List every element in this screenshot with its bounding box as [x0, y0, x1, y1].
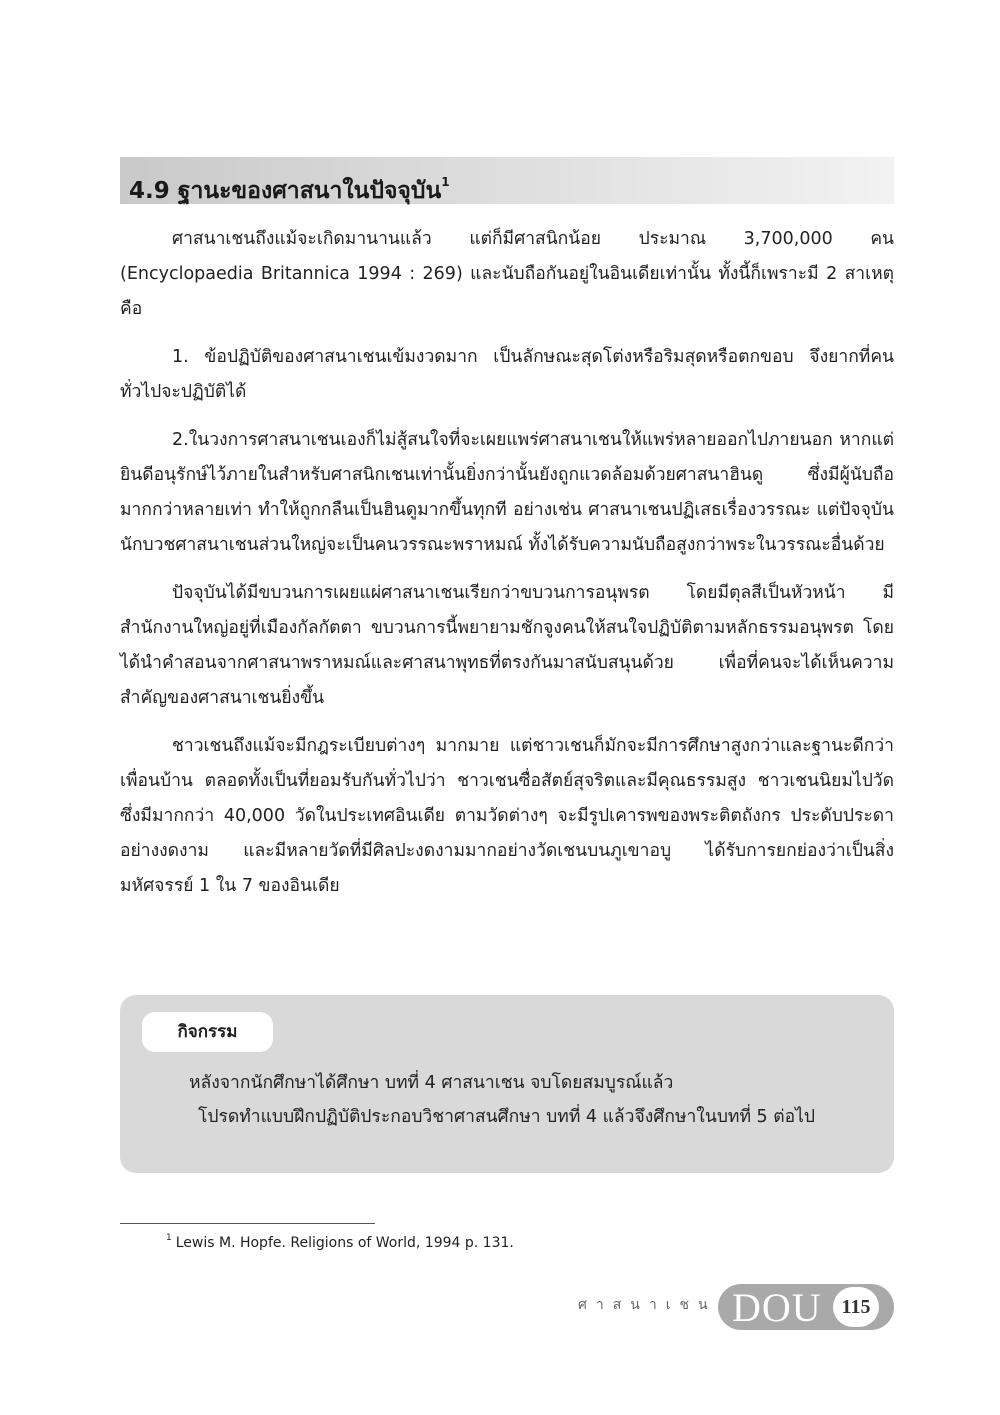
- paragraph-reason-2: 2.ในวงการศาสนาเชนเองก็ไม่สู้สนใจที่จะเผยแพร่ศาสนาเชนให้แพร่หลายออกไปภายนอก หากแต่ยินดีอนุรักษ์ไว้ภายในสำหรับศาสนิกเชนเท่านั้นยิ่งกว่านั้นยังถูกแวดล้อมด้วยศาสนาฮินดู ซึ่งมีผู้นับถือมากกว่าหลายเท่า ทำให้ถูกกลืนเป็นฮินดูมากขึ้นทุกที อย่างเช่น ศาสนาเชนปฏิเสธเรื่องวรรณะ แต่ปัจจุบันนักบวชศาสนาเชนส่วนใหญ่จะเป็นคนวรรณะพราหมณ์ ทั้งได้รับความนับถือสูงกว่าพระในวรรณะอื่นด้วย: [120, 430, 894, 555]
- paragraph-anuvrat-movement: ปัจจุบันได้มีขบวนการเผยแผ่ศาสนาเชนเรียกว่าขบวนการอนุพรต โดยมีตุลสีเป็นหัวหน้า มีสำนักงานใหญ่อยู่ที่เมืองกัลกัตตา ขบวนการนี้พยายามชักจูงคนให้สนใจปฏิบัติตามหลักธรรมอนุพรต โดยได้นำคำสอนจากศาสนาพราหมณ์และศาสนาพุทธที่ตรงกันมาสนับสนุนด้วย เพื่อที่คนจะได้เห็นความสำคัญของศาสนาเชนยิ่งขึ้น: [120, 583, 894, 708]
- footnote-rule: [120, 1223, 375, 1224]
- title-footnote-ref: 1: [441, 175, 450, 189]
- paragraph-jain-community: ชาวเชนถึงแม้จะมีกฎระเบียบต่างๆ มากมาย แต่ชาวเชนก็มักจะมีการศึกษาสูงกว่าและฐานะดีกว่าเพื่อนบ้าน ตลอดทั้งเป็นที่ยอมรับกันทั่วไปว่า ชาวเชนซื่อสัตย์สุจริตและมีคุณธรรมสูง ชาวเชนนิยมไปวัดซึ่งมีมากกว่า 40,000 วัดในประเทศอินเดีย ตามวัดต่างๆ จะมีรูปเคารพของพระติตถังกร ประดับประดาอย่างงดงาม และมีหลายวัดที่มีศิลปะงดงามมากอย่างวัดเชนบนภูเขาอบู ได้รับการยกย่องว่าเป็นสิ่งมหัศจรรย์ 1 ใน 7 ของอินเดีย: [120, 736, 894, 896]
- page-number: 115: [833, 1287, 879, 1327]
- running-title: ศาสนาเชน: [578, 1297, 717, 1313]
- footnote-text: Lewis M. Hopfe. Religions of World, 1994 p. 131.: [175, 1235, 514, 1251]
- activity-line-1: หลังจากนักศึกษาได้ศึกษา บทที่ 4 ศาสนาเชน จบโดยสมบูรณ์แล้ว: [189, 1073, 674, 1093]
- footnote: [166, 1226, 514, 1255]
- section-title: [129, 160, 450, 213]
- body-text: [120, 222, 894, 917]
- activity-label: กิจกรรม: [142, 1012, 273, 1052]
- section-title-text: 4.9 ฐานะของศาสนาในปัจจุบัน: [129, 178, 442, 204]
- footnote-number: 1: [166, 1233, 172, 1243]
- paragraph-reason-1: 1. ข้อปฏิบัติของศาสนาเชนเข้มงวดมาก เป็นลักษณะสุดโต่งหรือริมสุดหรือตกขอบ จึงยากที่คนทั่วไปจะปฏิบัติได้: [120, 347, 894, 402]
- paragraph-intro: ศาสนาเชนถึงแม้จะเกิดมานานแล้ว แต่ก็มีศาสนิกน้อย ประมาณ 3,700,000 คน (Encyclopaedia Britannica 1994 : 269) และนับถือกันอยู่ในอินเดียเท่านั้น ทั้งนี้ก็เพราะมี 2 สาเหตุ คือ: [120, 229, 894, 319]
- dou-logo: DOU: [732, 1285, 822, 1330]
- activity-line-2: โปรดทำแบบฝึกปฏิบัติประกอบวิชาศาสนศึกษา บทที่ 4 แล้วจึงศึกษาในบทที่ 5 ต่อไป: [198, 1107, 816, 1127]
